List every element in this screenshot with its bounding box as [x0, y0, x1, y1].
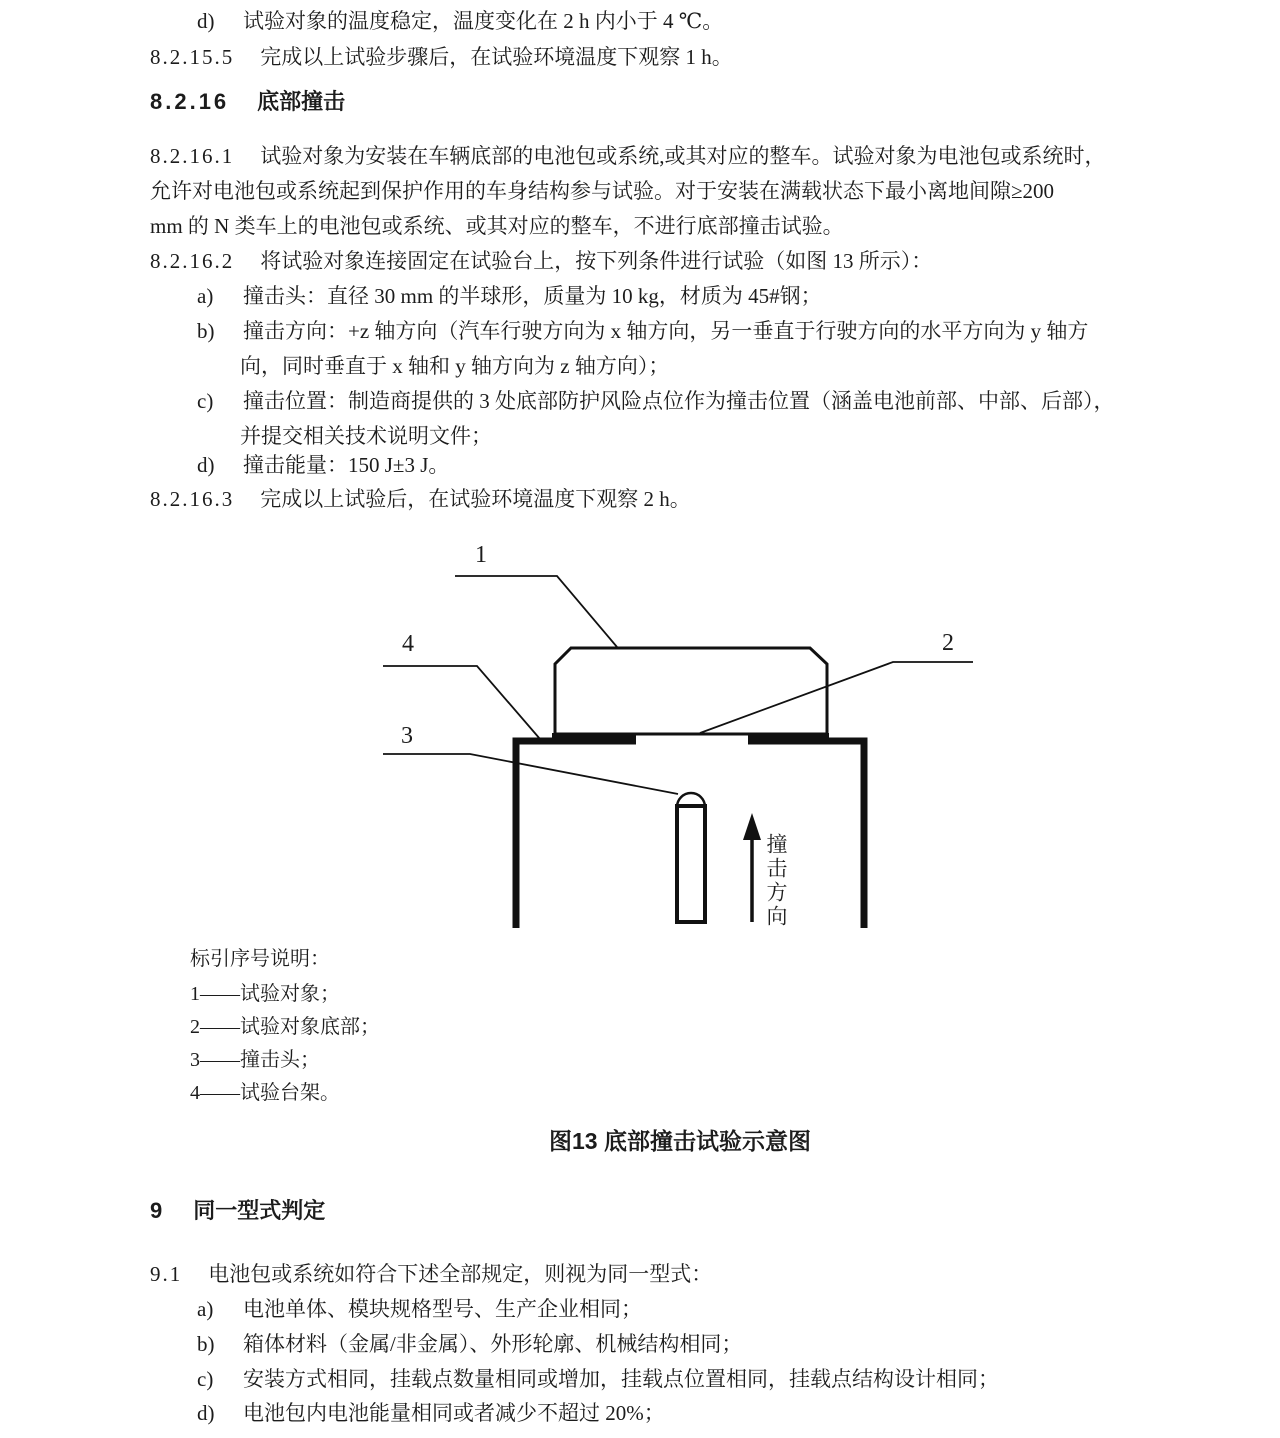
clause-number: 8.2.16.3	[150, 487, 235, 511]
diagram-label-3: 3	[401, 723, 413, 749]
clause-8-2-16-1-line1	[150, 143, 1106, 170]
clause-8-2-16-1-line2: 允许对电池包或系统起到保护作用的车身结构参与试验。对于安装在满载状态下最小离地间隙≥200	[150, 179, 1055, 203]
heading-9	[150, 1197, 325, 1224]
legend-title: 标引序号说明：	[190, 948, 330, 970]
list-item-label: b)	[197, 319, 215, 343]
clause-text: 试验对象为安装在车辆底部的电池包或系统,或其对应的整车。试验对象为电池包或系统时，	[260, 144, 1106, 168]
test-object-bottom-left-pad	[552, 733, 636, 744]
list-item-text: 电池包内电池能量相同或者减少不超过 20%；	[243, 1401, 665, 1425]
legend-item-3: 3——撞击头；	[190, 1049, 320, 1071]
clause-text: 完成以上试验后，在试验环境温度下观察 2 h。	[260, 487, 691, 511]
leader-line-3	[383, 754, 678, 794]
figure-caption: 图13 底部撞击试验示意图	[549, 1128, 811, 1154]
list-item-text: 安装方式相同，挂载点数量相同或增加，挂载点位置相同，挂载点结构设计相同；	[243, 1367, 999, 1391]
leader-line-1	[455, 576, 617, 647]
list-item-b	[197, 318, 1088, 345]
list-item-text: 撞击方向：+z 轴方向（汽车行驶方向为 x 轴方向，另一垂直于行驶方向的水平方向为 y 轴方	[243, 319, 1089, 343]
clause-text: 将试验对象连接固定在试验台上，按下列条件进行试验（如图 13 所示）：	[260, 249, 933, 273]
list-item-a	[197, 283, 822, 310]
list-item	[197, 8, 723, 35]
list-item-text: 箱体材料（金属/非金属）、外形轮廓、机械结构相同；	[243, 1332, 743, 1356]
clause-number: 8.2.16.2	[150, 249, 235, 273]
diagram-label-1: 1	[475, 542, 487, 568]
list-item-label: b)	[197, 1332, 215, 1356]
clause-number: 8.2.16.1	[150, 144, 235, 168]
list-item-text: 试验对象的温度稳定，温度变化在 2 h 内小于 4 ℃。	[243, 9, 724, 33]
heading-number: 9	[150, 1198, 166, 1223]
list-item-b-cont: 向，同时垂直于 x 轴和 y 轴方向为 z 轴方向）；	[240, 354, 670, 378]
list-item-label: a)	[197, 284, 214, 308]
list-item-label: d)	[197, 1401, 215, 1425]
test-object-bottom-right-pad	[748, 733, 829, 744]
list-item-label: d)	[197, 453, 215, 477]
heading-title: 底部撞击	[257, 89, 346, 114]
impact-head-rod	[677, 806, 705, 922]
clause-text: 电池包或系统如符合下述全部规定，则视为同一型式：	[208, 1262, 713, 1286]
impact-direction-arrow-head	[743, 813, 761, 840]
heading-title: 同一型式判定	[193, 1198, 326, 1223]
clause-number: 8.2.15.5	[150, 45, 235, 69]
list-item-c	[197, 388, 1115, 415]
list-item-label: c)	[197, 389, 214, 413]
clause-text: 完成以上试验步骤后，在试验环境温度下观察 1 h。	[260, 45, 733, 69]
figure-13-diagram	[0, 535, 1280, 935]
clause-8-2-16-3	[150, 486, 691, 513]
list-item-d	[197, 1400, 665, 1427]
list-item-label: a)	[197, 1297, 214, 1321]
clause-number: 9.1	[150, 1262, 183, 1286]
list-item-label: d)	[197, 9, 215, 33]
diagram-label-2: 2	[942, 630, 954, 656]
legend-item-2: 2——试验对象底部；	[190, 1016, 380, 1038]
list-item-c	[197, 1366, 999, 1393]
clause-8-2-16-1-line3: mm 的 N 类车上的电池包或系统、或其对应的整车，不进行底部撞击试验。	[150, 214, 844, 238]
impact-direction-label: 撞击方向	[764, 833, 788, 929]
clause-8-2-16-2	[150, 248, 932, 275]
list-item-a	[197, 1296, 642, 1323]
heading-number: 8.2.16	[150, 89, 230, 114]
list-item-text: 撞击头：直径 30 mm 的半球形，质量为 10 kg，材质为 45#钢；	[243, 284, 822, 308]
test-object-shape	[555, 648, 827, 734]
list-item-c-cont: 并提交相关技术说明文件；	[240, 424, 492, 448]
list-item-d	[197, 452, 449, 479]
list-item-label: c)	[197, 1367, 214, 1391]
legend-item-1: 1——试验对象；	[190, 983, 340, 1005]
list-item-text: 撞击能量：150 J±3 J。	[243, 453, 450, 477]
diagram-label-4: 4	[402, 631, 414, 657]
clause-9-1	[150, 1261, 712, 1288]
heading-8-2-16	[150, 88, 345, 115]
legend-item-4: 4——试验台架。	[190, 1082, 340, 1104]
list-item-b	[197, 1331, 742, 1358]
list-item-text: 电池单体、模块规格型号、生产企业相同；	[243, 1297, 642, 1321]
list-item-text: 撞击位置：制造商提供的 3 处底部防护风险点位作为撞击位置（涵盖电池前部、中部、后部），	[243, 389, 1115, 413]
clause-8-2-15-5	[150, 44, 733, 71]
